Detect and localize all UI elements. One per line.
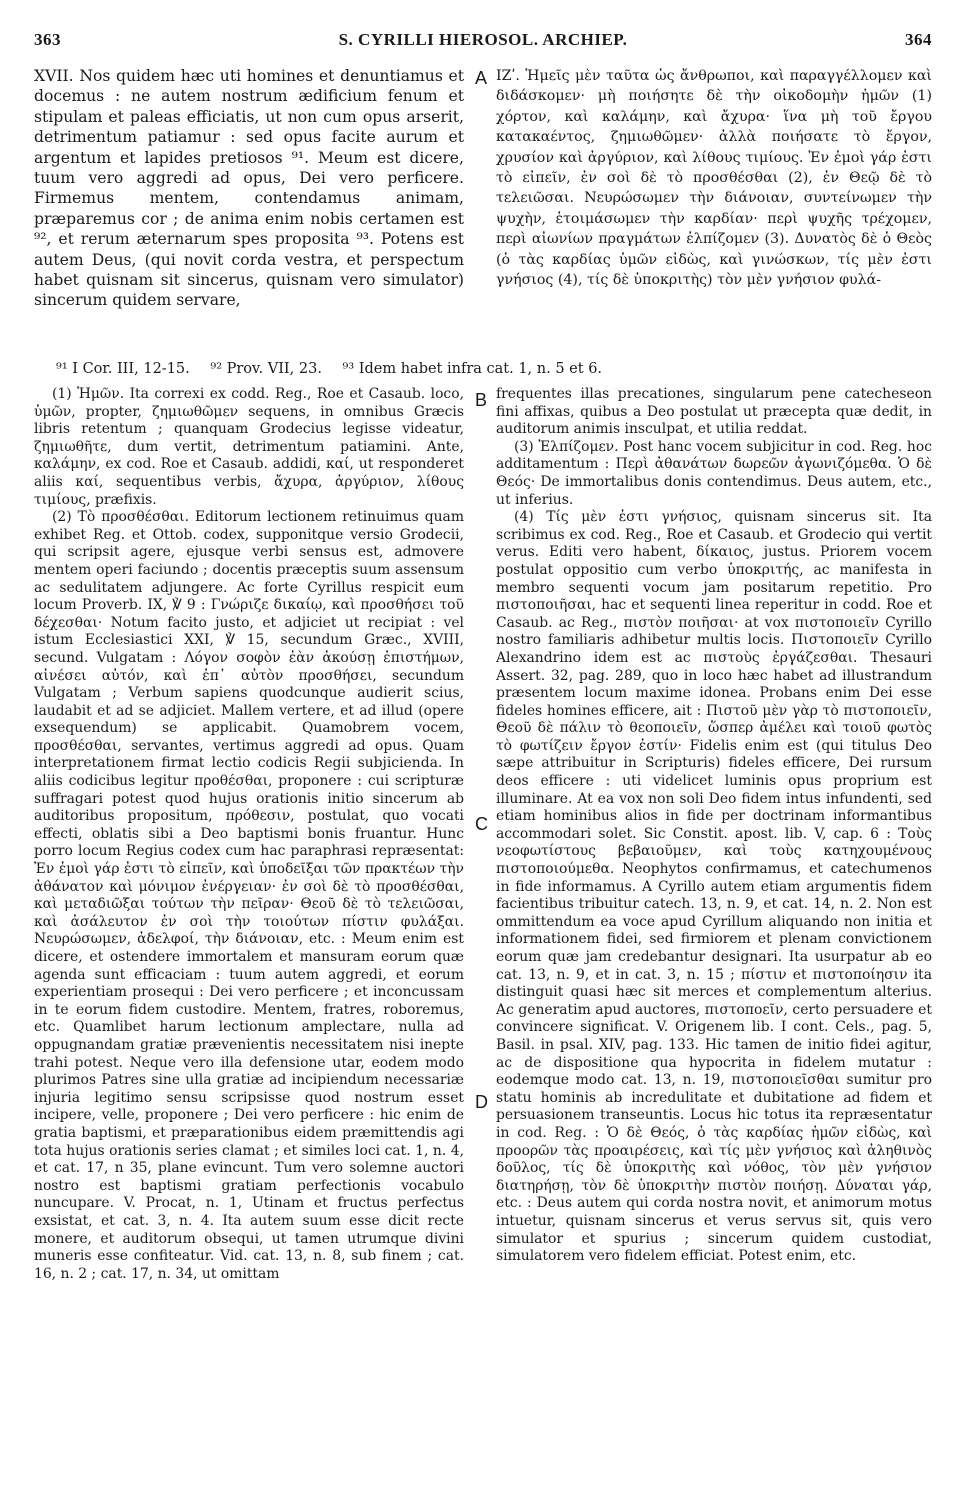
note-paragraph: (2) Τὸ προσθέσθαι. Editorum lectionem retinuimus quam exhibet Reg. et Ottob. codex, supponitque versio Grodecii, qui scripsit agere, ejusque verbi sensus est, admovere mentem operi faciundo ; docentis præceptis suum assensum ac sedulitatem adjungere. Ac forte Cyrillus respicit eum locum Proverb. IX, ℣ 9 : Γνώριζε δικαίῳ, καὶ προσθήσει τοῦ δέχεσθαι· Notum facito justo, et adjiciet ut recipiat : vel istum Ecclesiastici XXI, ℣ 15, secundum Græc., XVIII, secund. Vulgatam : Λόγον σοφὸν ἐὰν ἀκούσῃ ἐπιστήμων, αἰνέσει αὐτόν, καὶ ἐπ᾽ αὐτὸν προσθήσει, secundum Vulgatam ; Verbum sapiens quodcunque audierit scius, laudabit et ad se adjiciet. Mallem vertere, et ad illud (opere exsequendum) se applicabit. Quamobrem vocem, προσθέσθαι, servantes, vertimus aggredi ad opus. Quam interpretationem firmat lectio codicis Regii subjicienda. In aliis codicibus legitur προθέσθαι, proponere : cui scripturæ suffragari potest quod hujus orationis initio sincerum ab auditoribus propositum, πρόθεσιν, postulat, quo vocati effecti, oblatis sibi a Deo baptismi bonis fruantur. Hunc porro locum Regius codex cum hac paraphrasi repræsentat: Ἐν ἐμοὶ γάρ ἐστι τὸ εἰπεῖν, καὶ ὑποδεῖξαι τῶν πρακτέων τὴν ἀθάνατον καὶ μόνιμον ἐνέργειαν· ἐν σοὶ δὲ τὸ προσθέσθαι, καὶ μεταδιῶξαι τούτων τὴν πεῖραν· Θεοῦ δὲ τὸ τελειῶσαι, καὶ ἀσάλευτον ἐν σοὶ τὴν τοιούτων πίστιν φυλάξαι. Νευρώσωμεν, ἀδελφοί, τὴν διάνοιαν, etc. : Meum enim est dicere, et ostendere immortalem et mansuram eorum quæ agenda sunt efficaciam : tuum autem aggredi, et eorum experientiam prosequi : Dei vero perficere ; et inconcussam in te eorum fidem custodire. Mentem, fratres, roboremus, etc. Quamlibet harum lectionum amplectare, nulla ad oppugnandam gratiæ prævenientis necessitatem nisi inepte trahi potest. Neque vero illa defensione utar, eodem modo plurimos Patres sine ulla gratiæ ad incipiendum necessariæ injuria legitimo sensu scripsisse quod nostrum esset incipere, velle, proponere ; Dei vero perficere : hic enim de gratia baptismi, et præparationibus eidem præmittendis agi tota hujus orationis series clamat ; et similes loci cat. 1, n. 4, et cat. 17, n 35, plane evincunt. Tum vero solemne auctori nostro est baptismi gratiam perfectionis vocabulo nuncupare. V. Procat, n. 1, Utinam et fructus perfectus exsistat, et cat. 3, n. 4. Ita autem suum esse dicit recte monere, et auditorum obsequi, ut tamen utrumque divini muneris esse confiteatur. Vid. cat. 13, n. 8, sub finem ; cat. 16, n. 2 ; cat. 17, n. 34, ut omittam	[34, 509, 464, 1282]
running-title: S. CYRILLI HIEROSOL. ARCHIEP.	[338, 30, 628, 49]
note-paragraph: (4) Τίς μὲν ἐστι γνήσιος, quisnam sincerus sit. Ita scribimus ex cod. Reg., Roe et Casaub. et Grodecio qui vertit verus. Editi vero habent, δίκαιος, justus. Priorem vocem postulat oppositio cum verbo ὑποκριτής, ac manifesta in membro sequenti vocum jam positarum repetitio. Pro πιστοποιῆσαι, hac et sequenti linea reperitur in codd. Roe et Casaub. ac Reg., πιστὸν ποιῆσαι· at vox πιστοποιεῖν Cyrillo nostro familiaris adhibetur multis locis. Πιστοποιεῖν Cyrillo Alexandrino idem est ac πιστοὺς ἐργάζεσθαι. Thesauri Assert. 32, pag. 289, quo in loco hæc habet ad illustrandum præsentem locum maxime idonea. Probans enim Dei esse fideles homines efficere, ait : Πιστοῦ μὲν γὰρ τὸ πιστοποιεῖν, Θεοῦ δὲ πάλιν τὸ θεοποιεῖν, ὥσπερ ἀμέλει καὶ τοιοῦ φωτὸς τὸ φωτίζειν ἔργον ἐστίν· Fidelis enim est (qui titulus Deo sæpe attribuitur in Scripturis) fideles efficere, Dei rursum deos efficere : uti videlicet luminis opus proprium est illuminare. At ea vox non soli Deo fidem intus infundenti, sed etiam hominibus alios in fide per doctrinam informantibus accommodari solet. Sic Constit. apost. lib. V, cap. 6 : Τοὺς νεοφωτίστους βεβαιοῦμεν, καὶ τοὺς κατηχουμένους πιστοποιούμεθα. Neophytos confirmamus, et catechumenos in fide informamus. A Cyrillo autem etiam argumentis fidem facientibus tribuitur catech. 13, n. 9, et cat. 14, n. 2. Non est ommittendum ea voce apud Cyrillum aliquando non initia et informationem fidei, sed firmiorem et plenam convictionem eorum quæ jam credebantur designari. Ita usurpatur ab eo cat. 13, n. 9, et in cat. 3, n. 15 ; πίστιν et πιστοποίησιν ita distinguit quasi hæc sit merces et complementum alterius. Ac generatim apud auctores, πιστοποεῖν, certo persuadere et convincere significat. V. Origenem lib. I cont. Cels., pag. 5, Basil. in psal. XIV, pag. 133. Hic tamen de initio fidei agitur, ac de dispositione qua hypocrita in fidelem mutatur : eodemque modo cat. 13, n. 19, πιστοποιεῖσθαι sumitur pro statu hominis ab incredulitate et dubitatione ad fidem et persuasionem transeuntis. Locus hic totus ita repræsentatur in cod. Reg. : Ὁ δὲ Θεός, ὁ τὰς καρδίας ἡμῶν εἰδὼς, καὶ προορῶν τὰς προαιρέσεις, καὶ τίς μὲν γνήσιος καὶ ἀληθινὸς δοῦλος, τίς δὲ ὑποκριτὴς καὶ νόθος, τὸν μὲν γνήσιον διατηρήσῃ, τὸν δὲ ὑποκριτὴν πιστὸν ποιήσῃ. Δύναται γάρ, etc. : Deus autem qui corda nostra novit, et animorum motus intuetur, quisnam sincerus et verus servus sit, quis vero simulator et spurius ; sincerum quidem custodiat, simulatorem vero fidelem efficiat. Potest enim, etc.	[496, 509, 932, 1265]
footnote-93: ⁹³ Idem habet infra cat. 1, n. 5 et 6.	[342, 361, 603, 377]
margin-marker-b: B	[475, 390, 488, 410]
note-paragraph: (1) Ἡμῶν. Ita correxi ex codd. Reg., Roe et Casaub. loco, ὑμῶν, propter, ζημιωθῶμεν sequens, in omnibus Græcis libris retentum ; quanquam Grodecius legisse videatur, ζημιωθῆτε, dum vertit, detrimentum patiamini. Ante, καλάμην, ex cod. Roe et Casaub. addidi, καί, ut responderet aliis καί, sequentibus verbis, ἄχυρα, ἀργύριον, λίθους τιμίους, præfixis.	[34, 386, 464, 508]
latin-text: XVII. Nos quidem hæc uti homines et denuntiamus et docemus : ne autem nostrum ædificium fenum et stipulam et paleas efficiatis, ut non cum opus arserit, detrimentum patiamur : sed opus facite aurum et argentum et lapides pretiosos ⁹¹. Meum est dicere, tuum vero aggredi ad opus, Dei vero perficere. Firmemus mentem, contendamus animam, præparemus cor ; de anima enim nobis certamen est ⁹², et rerum æternarum spes proposita ⁹³. Potens est autem Deus, (qui novit corda vestra, et perspectum habet quisnam sit sincerus, quisnam vero simulator) sincerum quidem servare,	[34, 67, 464, 310]
right-column-number: 364	[905, 30, 932, 49]
notes-left-column	[34, 386, 464, 1283]
main-text	[34, 66, 932, 352]
page	[34, 30, 932, 1486]
notes-right-column	[496, 386, 932, 1266]
margin-marker-d: D	[475, 1092, 488, 1112]
margin-marker-a: A	[475, 68, 488, 88]
editorial-notes	[34, 386, 932, 1486]
left-column-number: 363	[34, 30, 61, 49]
scripture-footnotes	[34, 358, 932, 380]
footnote-91: ⁹¹ I Cor. III, 12-15.	[56, 361, 190, 377]
running-header	[34, 30, 932, 56]
note-paragraph: (3) Ἐλπίζομεν. Post hanc vocem subjicitur in cod. Reg. hoc additamentum : Περὶ ἀθανάτων δωρεῶν ἀγωνιζόμεθα. Ὁ δὲ Θεός· De immortalibus donis contendimus. Deus autem, etc., ut inferius.	[496, 438, 932, 508]
footnote-92: ⁹² Prov. VII, 23.	[210, 361, 322, 377]
greek-text: ΙΖʹ. Ἡμεῖς μὲν ταῦτα ὡς ἄνθρωποι, καὶ παραγγέλλομεν καὶ διδάσκομεν· μὴ ποιήσητε δὲ τὴν οἰκοδομὴν ἡμῶν (1) χόρτον, καὶ καλάμην, καὶ ἄχυρα· ἵνα μὴ τοῦ ἔργου κατακαέντος, ζημιωθῶμεν· ἀλλὰ ποιήσατε τὸ ἔργον, χρυσίον καὶ ἀργύριον, καὶ λίθους τιμίους. Ἐν ἐμοὶ γάρ ἐστι τὸ εἰπεῖν, ἐν σοὶ δὲ τὸ προσθέσθαι (2), ἐν Θεῷ δὲ τὸ τελειῶσαι. Νευρώσωμεν τὴν διάνοιαν, συντείνωμεν τὴν ψυχὴν, ἑτοιμάσωμεν τὴν καρδίαν· περὶ ψυχῆς τρέχομεν, περὶ αἰωνίων πραγμάτων ἐλπίζομεν (3). Δυνατὸς δὲ ὁ Θεὸς (ὁ τὰς καρδίας ὑμῶν εἰδὼς, καὶ γινώσκων, τίς μὲν ἐστι γνήσιος (4), τίς δὲ ὑποκριτὴς) τὸν μὲν γνήσιον φυλά-	[496, 68, 932, 289]
margin-marker-c: C	[475, 814, 488, 834]
note-paragraph: frequentes illas precationes, singularum pene catecheseon fini affixas, quibus a Deo postulat ut præcepta quæ dedit, in auditorum animis insculpat, et utilia reddat.	[496, 386, 932, 438]
